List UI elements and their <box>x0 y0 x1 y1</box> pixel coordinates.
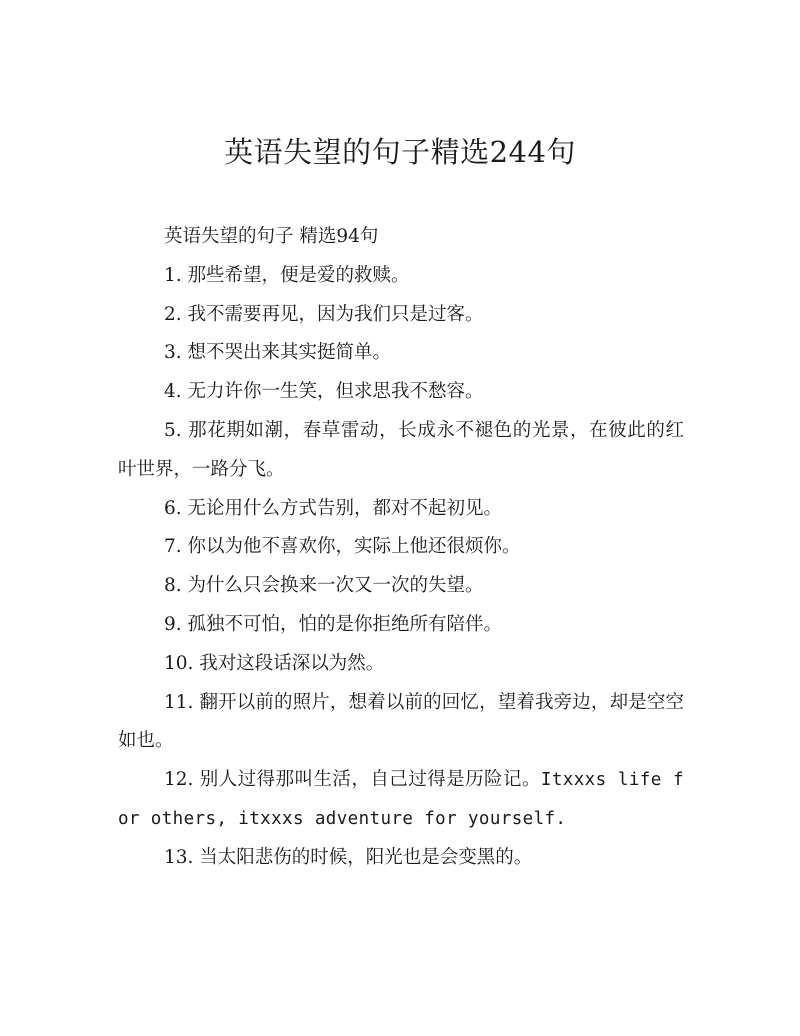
list-item: 7. 你以为他不喜欢你，实际上他还很烦你。 <box>164 536 521 558</box>
list-item: 6. 无论用什么方式告别，都对不起初见。 <box>164 497 503 519</box>
list-item-12-chinese: 12. 别人过得那叫生活，自己过得是历险记。 <box>164 769 541 791</box>
list-item: 1. 那些希望，便是爱的救赎。 <box>164 264 410 286</box>
document-title: 英语失望的句子精选244句 <box>224 135 576 169</box>
list-item: 11. 翻开以前的照片，想着以前的回忆，望着我旁边，却是空空如也。 <box>118 691 684 752</box>
list-item: 3. 想不哭出来其实挺简单。 <box>164 342 392 364</box>
list-item: 8. 为什么只会换来一次又一次的失望。 <box>164 575 484 597</box>
list-item: 5. 那花期如潮，春草雷动，长成永不褪色的光景，在彼此的红叶世界，一路分飞。 <box>118 419 684 480</box>
list-item: 2. 我不需要再见，因为我们只是过客。 <box>164 303 484 325</box>
document-subtitle: 英语失望的句子 精选94句 <box>164 226 379 247</box>
list-item: 13. 当太阳悲伤的时候，阳光也是会变黑的。 <box>164 846 533 868</box>
list-item-12 <box>118 761 684 839</box>
list-item: 4. 无力许你一生笑，但求思我不愁容。 <box>164 381 484 403</box>
document-body <box>118 218 684 878</box>
list-item: 10. 我对这段话深以为然。 <box>164 652 385 674</box>
list-item-12-english: Itxxxs life for others, itxxxs adventure for yourself. <box>118 770 684 829</box>
list-item: 9. 孤独不可怕，怕的是你拒绝所有陪伴。 <box>164 613 503 635</box>
